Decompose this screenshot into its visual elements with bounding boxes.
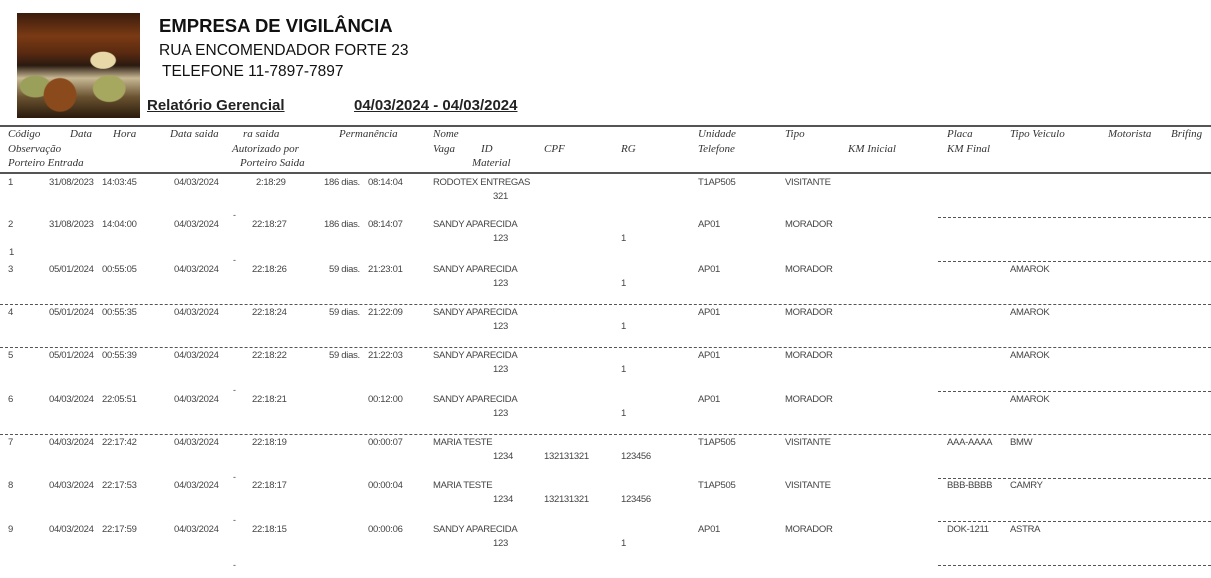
- cell-tipo-veiculo: ASTRA: [1010, 524, 1041, 535]
- cell-unidade: AP01: [698, 524, 721, 535]
- cell-tipo-veiculo: AMAROK: [1010, 264, 1050, 275]
- cell-id: 1234: [493, 494, 513, 505]
- col-tipo-veiculo: Tipo Veiculo: [1010, 128, 1065, 140]
- cell-nome: MARIA TESTE: [433, 437, 493, 448]
- cell-hora: 14:04:00: [102, 219, 137, 230]
- cell-hora: 22:17:53: [102, 480, 137, 491]
- cell-hora-saida: 22:18:17: [252, 480, 287, 491]
- artifact-mark: -: [233, 560, 236, 570]
- report-date-range: 04/03/2024 - 04/03/2024: [354, 97, 518, 114]
- cell-nome: SANDY APARECIDA: [433, 524, 518, 535]
- cell-nome: SANDY APARECIDA: [433, 307, 518, 318]
- cell-data-saida: 04/03/2024: [174, 394, 219, 405]
- col-porteiro-saida: Porteiro Saida: [240, 157, 305, 169]
- cell-data: 31/08/2023: [49, 219, 94, 230]
- cell-unidade: AP01: [698, 307, 721, 318]
- cell-tipo-veiculo: CAMRY: [1010, 480, 1043, 491]
- cell-rg: 123456: [621, 494, 651, 505]
- col-autorizado-por: Autorizado por: [232, 143, 299, 155]
- cell-codigo: 8: [8, 480, 13, 491]
- company-logo-image: [17, 13, 140, 118]
- report-title: Relatório Gerencial: [147, 97, 285, 114]
- cell-nome: SANDY APARECIDA: [433, 264, 518, 275]
- col-codigo: Código: [8, 128, 41, 140]
- cell-tipo: VISITANTE: [785, 437, 831, 448]
- cell-hora-saida: 22:18:26: [252, 264, 287, 275]
- cell-hora-saida: 22:18:24: [252, 307, 287, 318]
- row-separator: [938, 478, 1211, 479]
- row-separator: [0, 434, 1211, 435]
- col-km-inicial: KM Inicial: [848, 143, 896, 155]
- col-tipo: Tipo: [785, 128, 805, 140]
- cell-hora: 22:05:51: [102, 394, 137, 405]
- col-rg: RG: [621, 143, 636, 155]
- cell-id: 1234: [493, 451, 513, 462]
- col-material: Material: [472, 157, 511, 169]
- row-separator: [938, 565, 1211, 566]
- cell-hora: 14:03:45: [102, 177, 137, 188]
- cell-rg: 1: [621, 233, 626, 244]
- cell-unidade: AP01: [698, 219, 721, 230]
- cell-codigo: 9: [8, 524, 13, 535]
- cell-extra: 1: [9, 247, 14, 258]
- col-hora: Hora: [113, 128, 137, 140]
- cell-nome: SANDY APARECIDA: [433, 350, 518, 361]
- company-address: RUA ENCOMENDADOR FORTE 23: [159, 42, 409, 59]
- cell-permanencia-dias: 59 dias.: [329, 264, 360, 275]
- cell-hora: 22:17:42: [102, 437, 137, 448]
- cell-rg: 1: [621, 538, 626, 549]
- col-id: ID: [481, 143, 493, 155]
- col-data-saida: Data saida: [170, 128, 219, 140]
- cell-permanencia-hora: 21:22:03: [368, 350, 403, 361]
- cell-data: 04/03/2024: [49, 524, 94, 535]
- col-motorista: Motorista: [1108, 128, 1152, 140]
- cell-hora: 22:17:59: [102, 524, 137, 535]
- cell-codigo: 6: [8, 394, 13, 405]
- cell-rg: 1: [621, 364, 626, 375]
- cell-permanencia-hora: 00:00:04: [368, 480, 403, 491]
- cell-placa: AAA-AAAA: [947, 437, 993, 448]
- cell-hora-saida: 22:18:19: [252, 437, 287, 448]
- cell-data-saida: 04/03/2024: [174, 219, 219, 230]
- cell-tipo: MORADOR: [785, 264, 833, 275]
- cell-tipo-veiculo: AMAROK: [1010, 350, 1050, 361]
- col-porteiro-entrada: Porteiro Entrada: [8, 157, 84, 169]
- cell-unidade: T1AP505: [698, 177, 736, 188]
- cell-placa: BBB-BBBB: [947, 480, 993, 491]
- company-name: EMPRESA DE VIGILÂNCIA: [159, 15, 393, 36]
- cell-placa: DOK-1211: [947, 524, 989, 535]
- cell-rg: 1: [621, 408, 626, 419]
- col-nome: Nome: [433, 128, 459, 140]
- cell-data: 31/08/2023: [49, 177, 94, 188]
- cell-unidade: AP01: [698, 264, 721, 275]
- cell-permanencia-dias: 59 dias.: [329, 307, 360, 318]
- cell-tipo: MORADOR: [785, 394, 833, 405]
- col-hora-saida: ra saida: [243, 128, 280, 140]
- header-bottom-rule: [0, 172, 1211, 174]
- cell-permanencia-hora: 21:23:01: [368, 264, 403, 275]
- cell-cpf: 132131321: [544, 494, 589, 505]
- cell-id: 123: [493, 364, 508, 375]
- cell-nome: RODOTEX ENTREGAS: [433, 177, 531, 188]
- cell-data-saida: 04/03/2024: [174, 437, 219, 448]
- artifact-mark: -: [233, 385, 236, 395]
- header-top-rule: [0, 125, 1211, 127]
- cell-codigo: 7: [8, 437, 13, 448]
- cell-permanencia-dias: 59 dias.: [329, 350, 360, 361]
- cell-id: 123: [493, 278, 508, 289]
- cell-unidade: T1AP505: [698, 437, 736, 448]
- cell-id: 123: [493, 233, 508, 244]
- cell-data-saida: 04/03/2024: [174, 480, 219, 491]
- cell-hora-saida: 22:18:27: [252, 219, 287, 230]
- cell-data-saida: 04/03/2024: [174, 264, 219, 275]
- cell-id: 123: [493, 321, 508, 332]
- cell-codigo: 4: [8, 307, 13, 318]
- cell-data: 04/03/2024: [49, 480, 94, 491]
- cell-tipo: MORADOR: [785, 524, 833, 535]
- cell-codigo: 5: [8, 350, 13, 361]
- cell-nome: SANDY APARECIDA: [433, 394, 518, 405]
- row-separator: [938, 217, 1211, 218]
- cell-codigo: 3: [8, 264, 13, 275]
- cell-nome: SANDY APARECIDA: [433, 219, 518, 230]
- cell-permanencia-hora: 08:14:04: [368, 177, 403, 188]
- cell-rg: 1: [621, 278, 626, 289]
- artifact-mark: -: [233, 255, 236, 265]
- cell-tipo: MORADOR: [785, 307, 833, 318]
- cell-rg: 123456: [621, 451, 651, 462]
- cell-tipo-veiculo: AMAROK: [1010, 394, 1050, 405]
- cell-id: 321: [493, 191, 508, 202]
- cell-nome: MARIA TESTE: [433, 480, 493, 491]
- col-unidade: Unidade: [698, 128, 736, 140]
- row-separator: [938, 261, 1211, 262]
- col-placa: Placa: [947, 128, 973, 140]
- cell-hora-saida: 22:18:15: [252, 524, 287, 535]
- col-brifing: Brifing: [1171, 128, 1203, 140]
- cell-data-saida: 04/03/2024: [174, 177, 219, 188]
- col-observacao: Observação: [8, 143, 62, 155]
- cell-hora: 00:55:05: [102, 264, 137, 275]
- cell-data: 04/03/2024: [49, 394, 94, 405]
- cell-tipo: VISITANTE: [785, 177, 831, 188]
- cell-permanencia-hora: 00:00:06: [368, 524, 403, 535]
- cell-data-saida: 04/03/2024: [174, 524, 219, 535]
- col-data: Data: [70, 128, 92, 140]
- cell-data-saida: 04/03/2024: [174, 350, 219, 361]
- cell-cpf: 132131321: [544, 451, 589, 462]
- cell-tipo: MORADOR: [785, 219, 833, 230]
- cell-data: 05/01/2024: [49, 264, 94, 275]
- cell-data: 04/03/2024: [49, 437, 94, 448]
- cell-permanencia-dias: 186 dias.: [324, 177, 360, 188]
- artifact-mark: -: [233, 515, 236, 525]
- cell-tipo-veiculo: BMW: [1010, 437, 1033, 448]
- cell-tipo: VISITANTE: [785, 480, 831, 491]
- artifact-mark: -: [233, 472, 236, 482]
- cell-hora-saida: 22:18:22: [252, 350, 287, 361]
- cell-tipo-veiculo: AMAROK: [1010, 307, 1050, 318]
- cell-codigo: 2: [8, 219, 13, 230]
- cell-permanencia-dias: 186 dias.: [324, 219, 360, 230]
- cell-hora: 00:55:39: [102, 350, 137, 361]
- col-km-final: KM Final: [947, 143, 991, 155]
- cell-unidade: AP01: [698, 350, 721, 361]
- row-separator: [0, 347, 1211, 348]
- cell-data-saida: 04/03/2024: [174, 307, 219, 318]
- company-phone: TELEFONE 11-7897-7897: [162, 63, 344, 80]
- cell-permanencia-hora: 00:12:00: [368, 394, 403, 405]
- col-vaga: Vaga: [433, 143, 455, 155]
- cell-permanencia-hora: 08:14:07: [368, 219, 403, 230]
- cell-id: 123: [493, 538, 508, 549]
- cell-codigo: 1: [8, 177, 13, 188]
- cell-hora-saida: 2:18:29: [256, 177, 286, 188]
- cell-permanencia-hora: 00:00:07: [368, 437, 403, 448]
- cell-hora-saida: 22:18:21: [252, 394, 287, 405]
- row-separator: [0, 304, 1211, 305]
- cell-rg: 1: [621, 321, 626, 332]
- cell-permanencia-hora: 21:22:09: [368, 307, 403, 318]
- cell-hora: 00:55:35: [102, 307, 137, 318]
- cell-id: 123: [493, 408, 508, 419]
- cell-data: 05/01/2024: [49, 307, 94, 318]
- row-separator: [938, 521, 1211, 522]
- col-telefone: Telefone: [698, 143, 735, 155]
- cell-data: 05/01/2024: [49, 350, 94, 361]
- cell-unidade: AP01: [698, 394, 721, 405]
- row-separator: [938, 391, 1211, 392]
- cell-tipo: MORADOR: [785, 350, 833, 361]
- cell-unidade: T1AP505: [698, 480, 736, 491]
- col-permanencia: Permanência: [339, 128, 398, 140]
- col-cpf: CPF: [544, 143, 565, 155]
- artifact-mark: -: [233, 210, 236, 220]
